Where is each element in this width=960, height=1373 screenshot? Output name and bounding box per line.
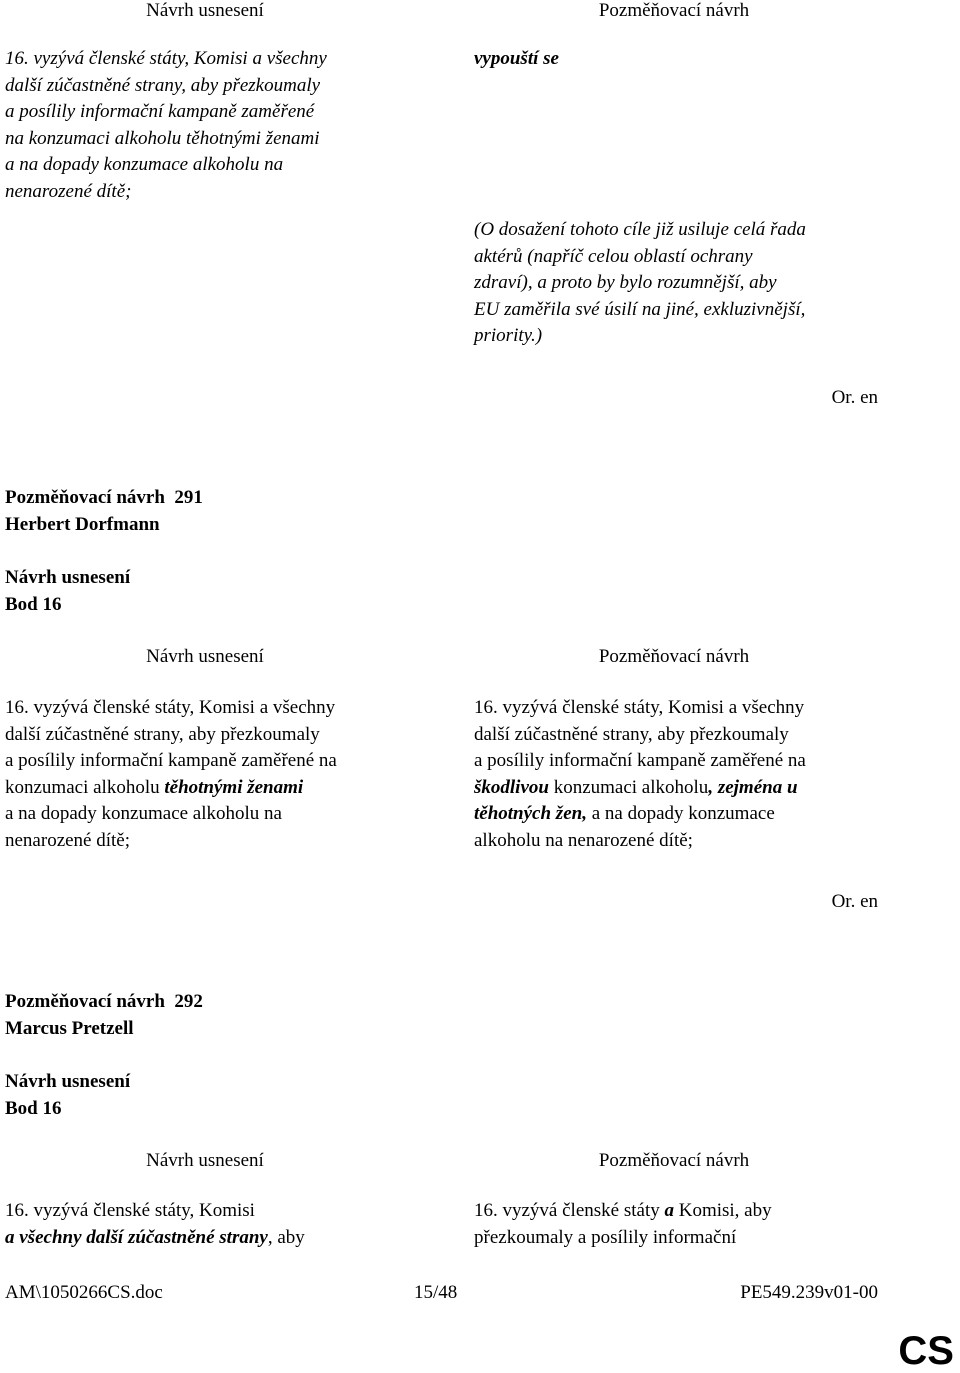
text-line: a posílily informační kampaně zaměřené na <box>5 750 337 771</box>
text-line: alkoholu na nenarozené dítě; <box>474 829 693 851</box>
text-line <box>474 1198 914 1225</box>
changed-text: a všechny další zúčastněné strany <box>5 1226 268 1248</box>
amendment-author: Marcus Pretzell <box>5 1017 134 1039</box>
target-document: Návrh usnesení <box>5 567 131 588</box>
amended-text-right <box>474 1198 914 1251</box>
text-segment: konzumaci alkoholu <box>5 776 165 798</box>
column-header-right: Pozměňovací návrh <box>598 1150 750 1171</box>
text-segment: a na dopady konzumace <box>586 803 775 824</box>
text-line: 16. vyzývá členské státy, Komisi a všechny <box>474 697 805 718</box>
amendment-heading <box>5 485 203 538</box>
amendment-author: Herbert Dorfmann <box>5 513 160 535</box>
original-text-left <box>5 46 425 205</box>
changed-text: těhotných žen, <box>474 803 587 824</box>
deleted-marker: vypouští se <box>474 48 559 69</box>
text-line: aktérů (napříč celou oblastí ochrany <box>474 245 753 267</box>
text-line: (O dosažení tohoto cíle již usiluje celá řada <box>474 219 806 240</box>
text-line: přezkoumaly a posílily informační <box>474 1226 737 1248</box>
text-line: EU zaměřila své úsilí na jiné, exkluzivnější, <box>474 298 806 320</box>
text-line: a posílily informační kampaně zaměřené na <box>474 750 806 771</box>
text-segment: Komisi, aby <box>673 1200 772 1221</box>
target-point: Bod 16 <box>5 593 62 615</box>
original-language: Or. en <box>831 387 878 408</box>
changed-text: těhotnými ženami <box>164 776 304 798</box>
text-line <box>5 1225 425 1252</box>
text-segment: , aby <box>267 1226 305 1248</box>
text-line: 16. vyzývá členské státy, Komisi a všechny <box>5 697 336 718</box>
text-segment: konzumaci alkoholu <box>548 776 709 798</box>
amendment-target <box>5 1069 130 1122</box>
text-line <box>474 775 914 802</box>
column-header-right: Pozměňovací návrh <box>598 0 750 21</box>
amendment-number: Pozměňovací návrh 292 <box>5 991 203 1012</box>
text-line: zdraví), a proto by bylo rozumnější, aby <box>474 272 777 293</box>
amendment-heading <box>5 989 203 1042</box>
text-line: 16. vyzývá členské státy, Komisi a všechny <box>5 48 327 69</box>
amended-text-right <box>474 695 914 854</box>
text-line: a posílily informační kampaně zaměřené <box>5 101 315 122</box>
text-line: další zúčastněné strany, aby přezkoumaly <box>5 74 321 96</box>
text-line: další zúčastněné strany, aby přezkoumaly <box>5 723 320 745</box>
text-line: priority.) <box>474 325 543 346</box>
amendment-number: Pozměňovací návrh 291 <box>5 487 203 508</box>
text-line: nenarozené dítě; <box>5 829 131 851</box>
text-segment: 16. vyzývá členské státy <box>474 1200 665 1221</box>
text-line: další zúčastněné strany, aby přezkoumaly <box>474 723 789 745</box>
text-line: na konzumaci alkoholu těhotnými ženami <box>5 127 320 149</box>
column-header-right: Pozměňovací návrh <box>598 646 750 667</box>
footer-page-number: 15/48 <box>414 1282 458 1303</box>
column-header-left: Návrh usnesení <box>146 1150 264 1171</box>
column-header-left: Návrh usnesení <box>146 0 264 21</box>
original-language: Or. en <box>831 891 878 912</box>
justification <box>474 217 914 350</box>
text-line <box>5 775 425 802</box>
text-line: a na dopady konzumace alkoholu na <box>5 803 282 824</box>
column-header-left: Návrh usnesení <box>146 646 264 667</box>
text-line: 16. vyzývá členské státy, Komisi <box>5 1200 255 1221</box>
changed-text: škodlivou <box>474 776 549 798</box>
original-text-left <box>5 695 425 854</box>
text-line: nenarozené dítě; <box>5 180 132 202</box>
changed-text: a <box>664 1200 674 1221</box>
footer-pe-ref: PE549.239v01-00 <box>740 1282 878 1303</box>
footer-doc-ref: AM\1050266CS.doc <box>5 1282 163 1303</box>
text-line <box>474 801 914 828</box>
changed-text: , zejména u <box>708 776 798 798</box>
target-point: Bod 16 <box>5 1097 62 1119</box>
target-document: Návrh usnesení <box>5 1071 131 1092</box>
text-line: a na dopady konzumace alkoholu na <box>5 154 284 175</box>
original-text-left <box>5 1198 425 1251</box>
language-code: CS <box>898 1329 954 1373</box>
amendment-target <box>5 565 130 618</box>
